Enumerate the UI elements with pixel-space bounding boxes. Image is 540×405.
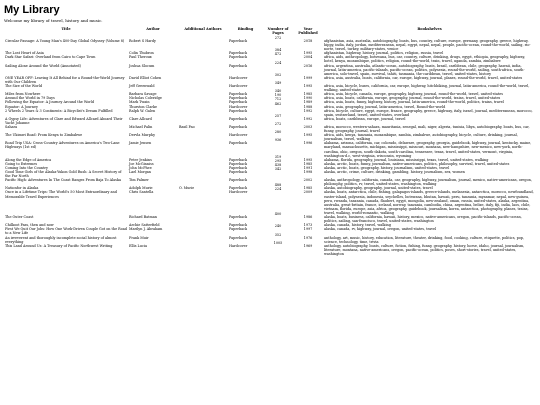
author-cell: Richard Batman	[129, 215, 157, 220]
binding-cell: Paperback	[229, 235, 248, 240]
year-cell: 1991	[303, 165, 313, 170]
author-cell: Joe McGinniss	[129, 161, 154, 166]
bookshelves-cell: alaska, autobiography, geography, journal, united-states, travel	[324, 186, 433, 191]
header-bookshelves[interactable]: Bookshelves	[417, 27, 442, 31]
year-cell: 1985	[303, 186, 313, 191]
pages-value: 488	[274, 183, 282, 188]
pages-value: 280	[274, 130, 282, 135]
table-row	[4, 170, 536, 178]
author-cell: Ellis Lucia	[129, 243, 147, 248]
table-row	[4, 141, 536, 157]
pages-value: 438	[274, 162, 282, 167]
author-cell: Colin Thubron	[129, 51, 154, 56]
bookshelves-cell: alaska, arctic, crime, culture, drinking, gambling, history, journalism, sex, women	[324, 170, 465, 174]
author-cell: Clare Allcard	[129, 116, 152, 121]
year-cell: 1996	[303, 141, 313, 146]
pages-value: 272	[274, 121, 282, 126]
bookshelves-cell: africa, aids, anthropology, botswana, bus, car, country, culture, drinking, drugs, egypt, ethiopia, geography, highway, hotel, kenya, mozambique, politics, religion, round-the-world, train, travel, uganda, zambia, zimbabwe	[324, 55, 526, 64]
binding-cell: Paperback	[229, 55, 248, 60]
year-cell: 1995	[303, 133, 313, 138]
table-row	[4, 244, 536, 256]
binding-cell: Paperback	[229, 215, 248, 220]
binding-cell: Paperback	[229, 157, 248, 162]
bookshelves-cell: africa, bicycle, culture, egypt, europe, france, geography, greece, highway, italy, israel, journal, mediterranean, morocco, spain, switzerland, travel, united-states, overland	[324, 108, 533, 117]
binding-cell: Hardcover	[229, 190, 248, 195]
title-cell: Sailing Alone Around the World (Annotated)	[5, 63, 81, 68]
table-row	[4, 190, 536, 215]
year-cell: 1989	[303, 100, 313, 105]
pages-value: 342	[274, 167, 282, 171]
additional-authors-cell	[178, 244, 228, 256]
additional-authors-cell	[178, 215, 228, 223]
bookshelves-cell: africa, morocco, western-sahara, mauritania, senegal, mali, niger, algeria, tunisia, libya, autobiography, boats, bus, car, funny, geography, journal, travel	[324, 124, 530, 134]
author-cell: Ralph W. Galen	[129, 108, 156, 113]
author-cell: Robert S Hardy	[129, 39, 156, 43]
author-cell: Thurston Clarke	[129, 104, 158, 109]
bookshelves-cell: africa, asia, geography, journal, latin-america, travel, Round-the-world	[324, 104, 446, 109]
additional-authors-cell	[178, 117, 228, 125]
title-cell: 2 Wheels 2 Years & 3 Continents: A Bicyclist's Dream Fulfilled	[5, 108, 113, 113]
bookshelves-cell: africa, aids, kenya, tanzania, mozambique, zambia, zimbabwe, autobiography, bicycle, culture, drinking, journal, journalism, travel, walking	[324, 133, 518, 142]
binding-cell: Paperback	[229, 227, 248, 232]
author-cell: David Elliot Cohen	[129, 75, 162, 80]
title-cell: A Gypsy Life: Adventures of Clare and Edward Allcard Aboard Their Yacht Johanne	[5, 116, 123, 125]
table-row	[4, 178, 536, 186]
year-cell: 1999	[303, 75, 313, 80]
additional-authors-cell	[178, 39, 228, 51]
year-cell: 1988	[303, 104, 313, 109]
additional-authors-cell: O. Murie	[179, 186, 195, 191]
year-cell: 1992	[303, 108, 313, 113]
table-row	[4, 84, 536, 92]
title-cell: Good Time Girls of the Alaska-Yukon Gold Rush: A Secret History of the Far North	[5, 170, 122, 179]
year-cell: 1990	[303, 96, 313, 101]
author-cell: Tim Palmer	[129, 178, 149, 183]
author-cell: Paul Theroux	[129, 55, 152, 60]
bookshelves-cell: africa, boats, caribbean, europe, journal, travel	[324, 116, 406, 121]
pages-value: 272	[274, 36, 282, 40]
additional-authors-cell: Basil Pao	[179, 124, 195, 129]
binding-cell: Paperback	[229, 100, 248, 105]
binding-cell: Paperback	[229, 51, 248, 56]
title-cell: Once in a Lifetime Trips: The World's 50 Most Extraordinary and Memorable Travel Experiences	[5, 190, 117, 199]
binding-cell: Paperback	[229, 124, 248, 129]
title-cell: Going to Extremes	[5, 161, 38, 166]
title-cell: Miles from Nowhere	[5, 92, 41, 97]
author-cell: Frank Muir	[129, 235, 149, 240]
table-row	[4, 236, 536, 244]
author-cell: Barbara Savage	[129, 92, 157, 97]
author-cell: Peter Jenkins	[129, 157, 152, 162]
title-cell: Dark Star Safari: Overland from Cairo to Cape Town	[5, 55, 96, 60]
year-cell: 1995	[303, 84, 313, 89]
header-title[interactable]: Title	[61, 27, 71, 31]
title-cell: The Outer Coast	[5, 215, 34, 220]
title-cell: The Size of the World	[5, 84, 42, 89]
title-cell: Around the World in 79 Days	[5, 96, 55, 101]
year-cell: 1986	[303, 215, 313, 220]
title-cell: This Land Around Us: A Treasury of Pacific Northwest Writing	[5, 243, 113, 248]
table-row	[4, 39, 536, 51]
title-cell: Nationfor in Alaska	[5, 186, 39, 191]
year-cell: 2018	[303, 39, 313, 43]
title-cell: Pacific High: Adventures In The Coast Ranges From Baja To Alaska	[5, 178, 121, 183]
title-cell: Sahara	[5, 124, 18, 129]
table-row	[4, 64, 536, 76]
additional-authors-cell	[178, 133, 228, 141]
page-title: My Library	[4, 4, 60, 16]
author-cell: Michael Palin	[129, 124, 153, 129]
bookshelves-cell: anthology, art, music, history, education, literature, theater, drinking, food, cooking, culture, etiquette, politics, pop, science, technology, time, trivia	[324, 235, 525, 244]
binding-cell: Paperback	[229, 96, 248, 101]
header-author[interactable]: Author	[146, 27, 160, 31]
binding-cell: Paperback	[229, 170, 248, 174]
pages-value: 472	[274, 52, 282, 57]
binding-cell: Hardcover	[229, 133, 248, 138]
pages-value: 936	[274, 138, 282, 143]
bookshelves-cell: africa, argentina, australia, atlantic-ocean, autobiography, boats, brazil, caribbean, chile, geography, hawaii, india, journal, latin-america, pacific-islands, pacific-ocean, politics, polynesia, round-the-world, sailing, south-africa, south-america, solo-travel, spain, survival, tahiti, tasmania, the-caribbean, travel, united-states, history	[324, 63, 525, 76]
year-cell: 1998	[303, 170, 313, 174]
binding-cell: Paperback	[229, 108, 248, 113]
table-row	[4, 117, 536, 125]
additional-authors-cell	[178, 84, 228, 92]
pages-value: 712	[274, 97, 282, 102]
bookshelves-cell: africa, asia, australia, boats, california, car, europe, highway, journal, planes, round-the-world, travel, united-states	[324, 75, 523, 80]
title-cell: ONE YEAR OFF: Leaving It All Behind for a Round-the-World Journey with Our Children	[5, 75, 125, 84]
author-cell: Lael Morgan	[129, 170, 151, 174]
bookshelves-cell: alaska, boats, antarctica, chile, fishing, galapagos-islands, greece-islands, melanesia, antarctica, morocco, newfoundland, easter-island, polynesia, indonesia, seychelles, botswana, bhutan, hawaii, peru, tanzania, myanmar, nepal, new-guinea, peru, rwanda, tanzania, canada, flaubert, egypt, mongolia, new-zealand, oman, russia, united-states, alaska, argentina, australia, great-britain, france, iceland, norway, tanzania, cambodia, china, argentina, belize, italy, fiji, india, laos, chile, vietnam, florida, europe, asia, africa, geography, guidebook, journalism, korea, antarctica, photography, planes, trains, travel, walking, world-romantic, walking	[324, 190, 534, 215]
additional-authors-cell	[178, 178, 228, 186]
year-cell: 2002	[303, 178, 313, 183]
bookshelves-cell: alaska, arctic, boats, funny, journalism, native-americans, politics, philosophy, survival, travel, united-states	[324, 161, 510, 166]
bookshelves-cell: alaska, canada, rv, highway, journal, oregon, united-states, travel	[324, 227, 437, 232]
intro-text: Welcome my library of travel, history and music.	[4, 18, 103, 23]
author-cell: Joshua Slocum	[129, 63, 155, 68]
table-row	[4, 55, 536, 63]
binding-cell: Paperback	[229, 92, 248, 97]
bookshelves-cell: alaska, anthropology, california, canada, car, geography, highway, journalism, journal, mexico, native-americans, oregon, philosophy, politics, rv, travel, united-states, washington, walking	[324, 178, 532, 187]
title-cell: The Ukimwi Road: From Kenya to Zimbabwe	[5, 133, 83, 138]
pages-value: 302	[274, 72, 282, 77]
binding-cell: Paperback	[229, 223, 248, 228]
table-row	[4, 125, 536, 133]
additional-authors-cell	[178, 227, 228, 235]
author-cell: Archie Satterfield	[129, 223, 160, 228]
pages-cell	[263, 167, 293, 178]
bookshelves-cell: alaska, canada, history, travel, walking	[324, 223, 391, 228]
additional-authors-cell	[178, 236, 228, 244]
title-cell: First We Quit Our Jobs: How One Work-Driven Couple Got on the Road to a New Life	[5, 227, 127, 236]
binding-cell: Paperback	[229, 186, 248, 191]
author-cell: Chris Santella	[129, 190, 154, 195]
pages-value: 257	[274, 113, 282, 118]
library-table	[4, 27, 536, 256]
author-cell: Mark Twain	[129, 100, 150, 105]
header-binding[interactable]: Binding	[237, 27, 254, 31]
author-cell: Jamie Jensen	[129, 141, 152, 146]
title-cell: Following the Equator: A Journey Around the World	[5, 100, 95, 105]
year-cell: 2009	[303, 190, 313, 195]
pages-value: 224	[274, 187, 282, 192]
bookshelves-cell: alabama, florida, geography, journal, louisiana, mississippi, texas, travel, united-states, walking	[324, 157, 489, 162]
pages-value: 224	[274, 60, 282, 65]
bookshelves-cell: africa, asia, boats, california, europe, geography, journal, round-the-world, trains, travel, united-states	[324, 96, 501, 101]
title-cell: Along the Edge of America	[5, 157, 52, 162]
binding-cell: Paperback	[229, 165, 248, 170]
year-cell: 1969	[303, 243, 313, 248]
additional-authors-cell	[178, 64, 228, 76]
pages-value: 319	[274, 154, 282, 159]
title-cell: The Lost Heart of Asia	[5, 51, 44, 56]
table-row	[4, 215, 536, 223]
pages-cell	[263, 212, 293, 223]
year-cell: 2016	[303, 63, 313, 68]
table-row	[4, 133, 536, 141]
title-cell: Chilkoot Pass, then and now	[5, 223, 54, 228]
year-cell: 2003	[303, 124, 313, 129]
year-cell: 1985	[303, 92, 313, 97]
pages-value: 190	[274, 93, 282, 98]
bookshelves-cell: alaska, arctic, boats, geography, history, journalism, united-states, travel	[324, 165, 450, 170]
bookshelves-cell: anthology, autobiography, boats, culture, fiction, fishing, funny, geography, history, horse, idaho, journal, journalism, literature, montana, native-americans, oregon, pacific-ocean, politics, poses, short-stories, travel, united-states, washington	[324, 243, 525, 256]
title-cell: Circular Passage: A Young Man's 400-Day Global Odyssey (Volume 8)	[5, 39, 125, 43]
pages-value: 1005	[273, 240, 283, 245]
author-cell: Jeff Greenwald	[129, 84, 155, 89]
additional-authors-cell	[178, 76, 228, 84]
title-cell: An irreverent and thoroughly incomplete social history of almost everything	[5, 235, 117, 244]
header-pages[interactable]: Number of Pages	[267, 27, 289, 35]
bookshelves-cell: afghanistan, highway, history, journal, politics, religion, russia, travel	[324, 51, 444, 56]
bookshelves-cell: africa, asia, bicycle, buses, california, car, europe, highway, hitchhiking, journal, latin-america, round-the-world, travel, walking, united-states	[324, 84, 530, 93]
pages-cell	[263, 240, 293, 256]
bookshelves-cell: alaska, boats, business, california, hawaii, history, mexico, native-americans, oregon, pacific-islands, pacific-ocean, politics, sailing, san-francisco, travel, united-states, washington	[324, 215, 522, 224]
title-cell: Road Trip USA: Cross-Country Adventures on America's Two-Lane Highways (1st ed)	[5, 141, 120, 150]
title-cell: Equator: A Journey	[5, 104, 38, 109]
binding-cell: Paperback	[229, 39, 248, 43]
binding-cell: Paperback	[229, 178, 248, 183]
header-additional-authors[interactable]: Additional Authors	[184, 27, 222, 31]
pages-value: 295	[274, 158, 282, 163]
additional-authors-cell	[178, 109, 228, 117]
year-cell: 2004	[303, 55, 313, 60]
bookshelves-cell: alabama, arizona, california, car, colorado, delaware, geography, georgia, guidebook, highway, journal, kentucky, maine, maryland, massachusetts, michigan, mississippi, missouri, montana, new-hampshire, new-mexico, new-york, north-carolina, ohio, oregon, south-dakota, south-carolina, tennessee, texas, travel, united-states, vermont, virginia, washington-d.c, west-virginia, wisconsin, wyoming	[324, 141, 532, 158]
author-cell: Nicholas Coleridge	[129, 96, 162, 101]
bookshelves-cell: africa, asia, boats, funny, highway, history, journal, latin-america, round-the-world, politics, trains, travel	[324, 100, 504, 105]
title-cell: Coming Into the Country	[5, 165, 48, 170]
author-cell: Adolph Murie	[129, 186, 153, 191]
pages-value: 352	[274, 232, 282, 237]
year-cell: 1995	[303, 157, 313, 162]
author-cell: Marilyn J. Abraham	[129, 227, 163, 232]
pages-value: 340	[274, 89, 282, 94]
binding-cell: Hardcover	[229, 243, 248, 248]
table-row	[4, 109, 536, 117]
year-cell: 1976	[303, 235, 313, 240]
year-cell: 1973	[303, 223, 313, 228]
binding-cell: Paperback	[229, 141, 248, 146]
year-cell: 1995	[303, 51, 313, 56]
additional-authors-cell	[178, 190, 228, 215]
header-year[interactable]: Year Published	[298, 27, 318, 35]
additional-authors-cell	[178, 141, 228, 157]
binding-cell: Hardcover	[229, 104, 248, 109]
bookshelves-cell: afghanistan, asia, australia, autobiography, boats, bus, country, culture, europe, germany, geography, greece, highway, hippy, india, italy, jordan, mediterranean, nepal, egypt, nepal, nepal, people, pacific-ocean, round-the-world, sailing, rio-norte, travel, turkey, military-states, venice	[324, 39, 531, 52]
author-cell: Dervla Murphy	[129, 133, 155, 138]
table-row	[4, 76, 536, 84]
binding-cell: Paperback	[229, 63, 248, 68]
pages-value: 240	[274, 224, 282, 229]
pages-value: 400	[274, 212, 282, 217]
additional-authors-cell	[178, 170, 228, 178]
table-body	[4, 36, 536, 256]
additional-authors-cell	[178, 55, 228, 63]
binding-cell: Paperback	[229, 116, 248, 121]
bookshelves-cell: africa, asia, bicycle, canada, europe, geography, highway, journal, round-the-world, travel, united-states	[324, 92, 504, 97]
binding-cell: Paperback	[229, 161, 248, 166]
binding-cell: Hardcover	[229, 75, 248, 80]
year-cell: 1985	[303, 161, 313, 166]
pages-value: 462	[274, 101, 282, 106]
pages-value: 384	[274, 48, 282, 53]
pages-value: 349	[274, 81, 282, 86]
table-row	[4, 227, 536, 235]
binding-cell: Hardcover	[229, 84, 248, 89]
table-header-row	[4, 27, 536, 39]
author-cell: John McPhee	[129, 165, 152, 170]
year-cell: 1992	[303, 116, 313, 121]
year-cell: 1997	[303, 227, 313, 232]
